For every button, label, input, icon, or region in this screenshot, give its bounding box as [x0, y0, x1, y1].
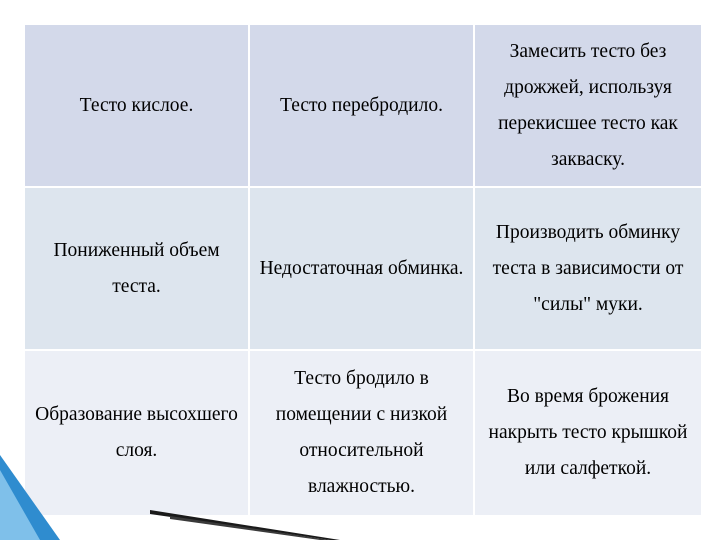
- cell-text: Тесто кислое.: [79, 94, 194, 116]
- cell-text: Замесить тесто без дрожжей, используя перекисшее тесто как закваску.: [498, 40, 678, 170]
- cell-problem-1: [25, 25, 250, 188]
- cell-remedy-3: [475, 351, 701, 515]
- swoosh-dark-stroke: [150, 510, 340, 540]
- cell-text: Недостаточная обминка.: [259, 257, 464, 279]
- cell-text: Образование высохшего слоя.: [35, 404, 238, 461]
- cell-text: Пониженный объем теста.: [53, 239, 220, 297]
- cell-cause-2: [250, 188, 475, 351]
- cell-text: Тесто бродило в помещении с низкой относительной влажностью.: [275, 368, 448, 497]
- cell-remedy-2: [475, 188, 701, 351]
- cell-problem-2: [25, 188, 250, 351]
- cell-text: Тесто перебродило.: [280, 94, 443, 116]
- cell-text: Производить обминку теста в зависимости от "силы" муки.: [492, 221, 684, 315]
- cell-text: Во время брожения накрыть тесто крышкой или салфеткой.: [488, 386, 688, 479]
- decorative-swoosh: [0, 440, 340, 540]
- cell-remedy-1: [475, 25, 701, 188]
- cell-cause-1: [250, 25, 475, 188]
